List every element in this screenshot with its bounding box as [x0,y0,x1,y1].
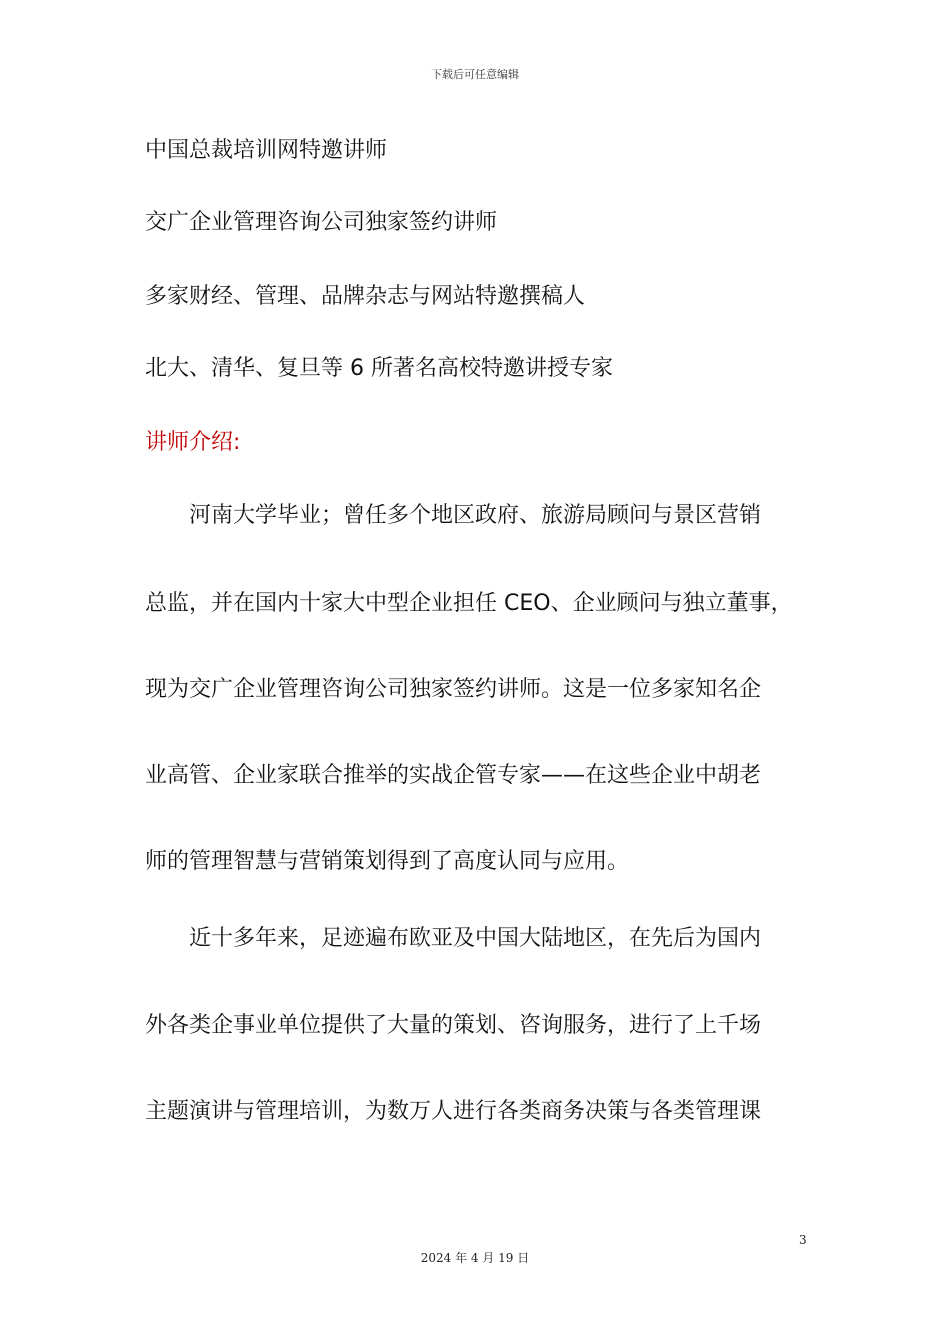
footer-date: 2024 年 4 月 19 日 [420,1251,530,1265]
credential-line-1: 中国总裁培训网特邀讲师 [145,138,388,163]
body-paragraph-1-line-2: 总监，并在国内十家大中型企业担任 CEO、企业顾问与独立董事， [145,591,793,616]
body-paragraph-1-line-3: 现为交广企业管理咨询公司独家签约讲师。这是一位多家知名企 [145,677,762,702]
body-paragraph-1-line-1: 河南大学毕业；曾任多个地区政府、旅游局顾问与景区营销 [189,503,762,528]
header-note: 下载后可任意编辑 [431,68,519,81]
credential-line-3: 多家财经、管理、品牌杂志与网站特邀撰稿人 [145,284,586,309]
section-heading: 讲师介绍: [145,430,241,455]
body-paragraph-2-line-1: 近十多年来，足迹遍布欧亚及中国大陆地区，在先后为国内 [189,926,762,951]
body-paragraph-1-line-4: 业高管、企业家联合推举的实战企管专家——在这些企业中胡老 [145,763,762,788]
body-paragraph-2-line-3: 主题演讲与管理培训，为数万人进行各类商务决策与各类管理课 [145,1099,762,1124]
credential-line-2: 交广企业管理咨询公司独家签约讲师 [145,210,498,235]
credential-line-4: 北大、清华、复旦等 6 所著名高校特邀讲授专家 [145,356,613,381]
body-paragraph-1-line-5: 师的管理智慧与营销策划得到了高度认同与应用。 [145,849,630,874]
page-number: 3 [799,1233,807,1247]
body-paragraph-2-line-2: 外各类企事业单位提供了大量的策划、咨询服务，进行了上千场 [145,1013,762,1038]
